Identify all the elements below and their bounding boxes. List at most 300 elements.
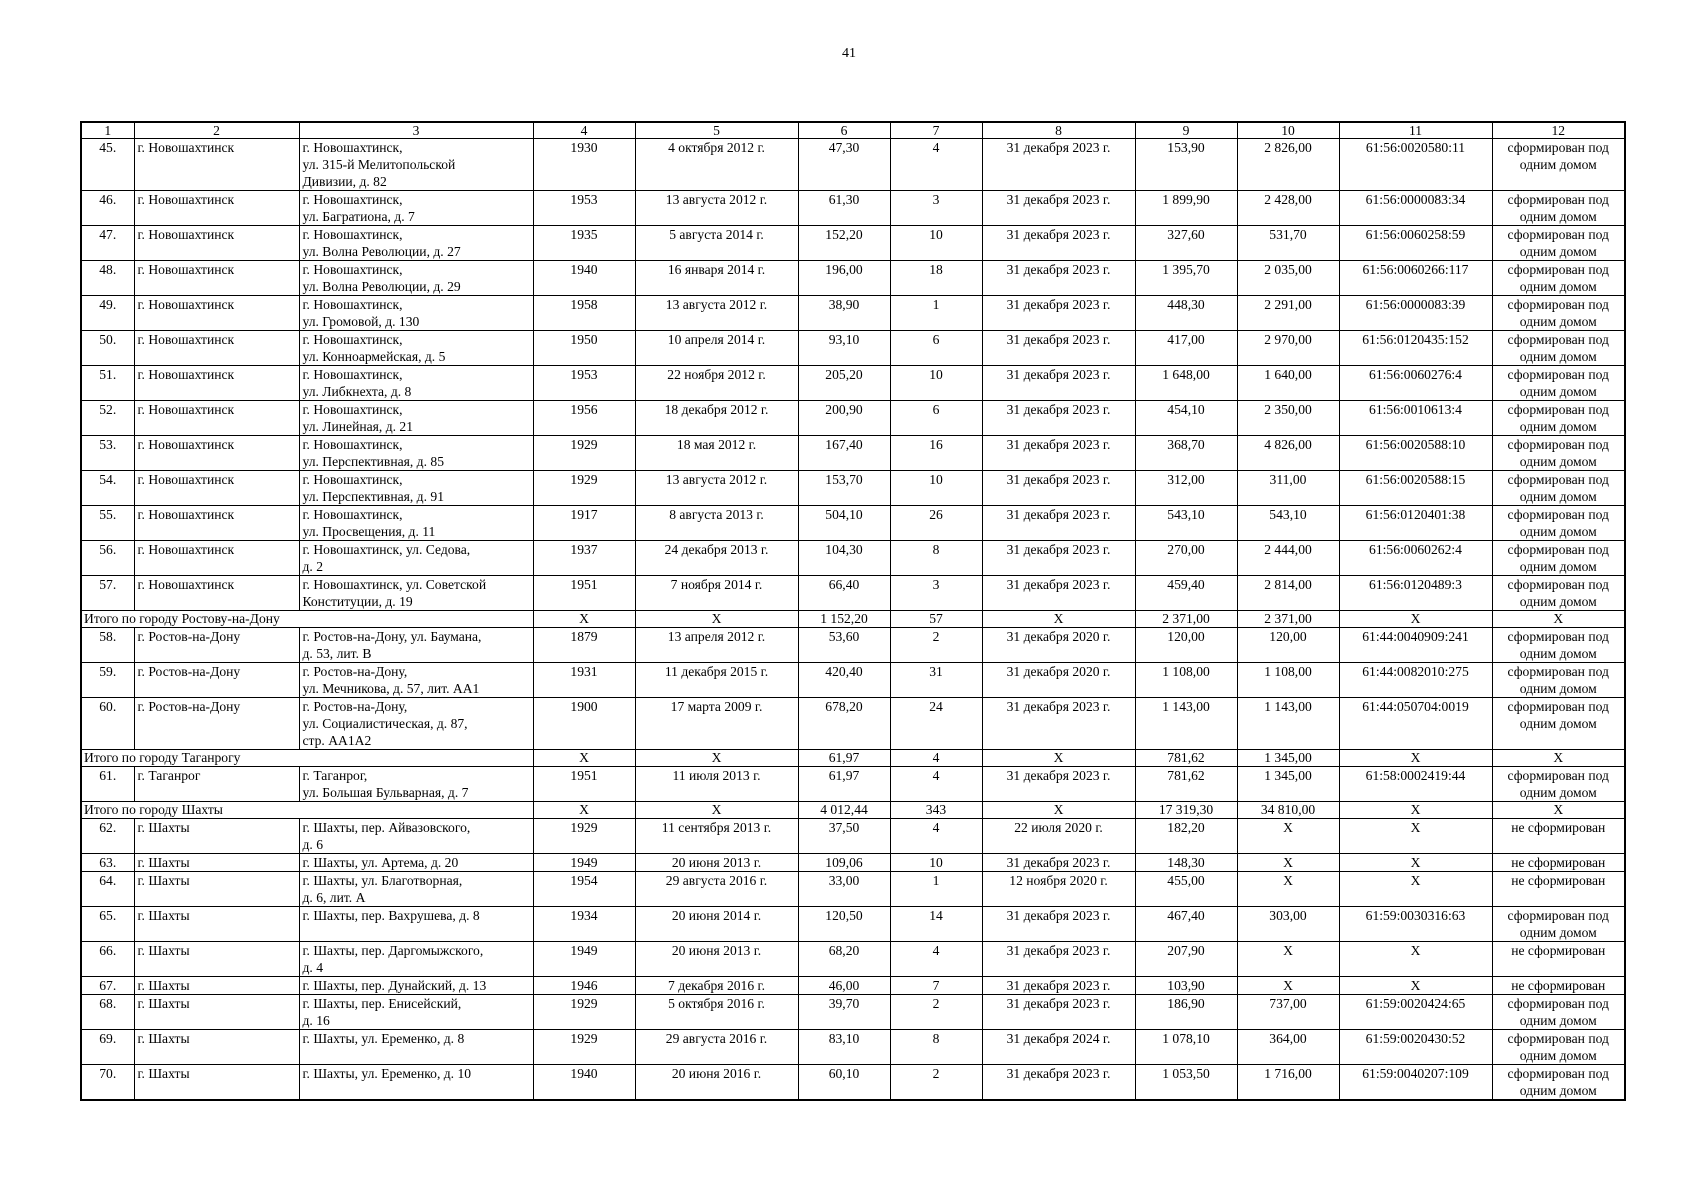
cell-text: 39,70 xyxy=(828,996,860,1011)
cell-year-built xyxy=(533,471,635,506)
table-row xyxy=(81,698,1625,750)
table-row xyxy=(81,331,1625,366)
cell-cadastral-number xyxy=(1339,698,1492,750)
cell-row-number xyxy=(81,767,134,802)
cell-residents xyxy=(890,872,982,907)
cell-resettlement-deadline xyxy=(982,854,1135,872)
cell-address xyxy=(299,471,533,506)
cell-text: не сформирован xyxy=(1511,855,1606,870)
cell-recognition-date xyxy=(635,819,798,854)
cell-recognition-date xyxy=(635,854,798,872)
cell-cadastral-number xyxy=(1339,226,1492,261)
cell-text: 31 декабря 2023 г. xyxy=(1006,542,1111,557)
cell-text: 2 814,00 xyxy=(1264,577,1312,592)
cell-residents xyxy=(890,366,982,401)
cell-city xyxy=(134,1030,299,1065)
cell-city xyxy=(134,663,299,698)
cell-text: 31 декабря 2023 г. xyxy=(1006,140,1111,155)
cell-cadastral-number xyxy=(1339,401,1492,436)
cell-text: 68. xyxy=(99,996,117,1011)
cell-text: 56. xyxy=(99,542,117,557)
subtotal-cell: X xyxy=(1492,802,1625,819)
cell-text: 737,00 xyxy=(1269,996,1307,1011)
cell-cadastral-number xyxy=(1339,471,1492,506)
cell-text: 7 ноября 2014 г. xyxy=(670,577,763,592)
cell-area xyxy=(798,191,890,226)
subtotal-label: Итого по городу Таганрогу xyxy=(81,750,533,767)
cell-text: 61:44:0040909:241 xyxy=(1362,629,1469,644)
cell-land-status xyxy=(1492,436,1625,471)
cell-land-status xyxy=(1492,872,1625,907)
cell-text: г. Новошахтинск xyxy=(137,192,235,207)
cell-text: 18 декабря 2012 г. xyxy=(664,402,769,417)
cell-land-status xyxy=(1492,907,1625,942)
cell-cadastral-number xyxy=(1339,331,1492,366)
cell-text: 120,00 xyxy=(1269,629,1307,644)
cell-year-built xyxy=(533,767,635,802)
cell-recognition-date xyxy=(635,401,798,436)
table-row xyxy=(81,1030,1625,1065)
cell-year-built xyxy=(533,331,635,366)
subtotal-cell: 61,97 xyxy=(798,750,890,767)
cell-cadastral-number xyxy=(1339,872,1492,907)
cell-text: г. Шахты xyxy=(137,978,190,993)
cell-resettlement-deadline xyxy=(982,977,1135,995)
cell-text: г. Шахты xyxy=(137,820,190,835)
cell-text: г. Шахты, ул. Благотворная, д. 6, лит. А xyxy=(302,873,463,905)
cell-text: 13 августа 2012 г. xyxy=(665,192,768,207)
cell-recognition-date xyxy=(635,226,798,261)
cell-text: 10 xyxy=(929,855,943,870)
cell-row-number xyxy=(81,576,134,611)
cell-year-built xyxy=(533,506,635,541)
cell-text: 148,30 xyxy=(1167,855,1205,870)
cell-city xyxy=(134,628,299,663)
cell-plot-area xyxy=(1135,942,1237,977)
cell-text: 31 декабря 2023 г. xyxy=(1006,577,1111,592)
cell-plot-area xyxy=(1135,541,1237,576)
cell-text: 24 декабря 2013 г. xyxy=(664,542,769,557)
cell-recognition-date xyxy=(635,698,798,750)
cell-residents xyxy=(890,331,982,366)
cell-plot-area xyxy=(1135,366,1237,401)
cell-city xyxy=(134,854,299,872)
cell-plot-area xyxy=(1135,226,1237,261)
cell-residents xyxy=(890,506,982,541)
cell-text: 7 xyxy=(932,978,940,993)
cell-plot-area xyxy=(1135,698,1237,750)
cell-text: 13 августа 2012 г. xyxy=(665,472,768,487)
cell-text: 33,00 xyxy=(828,873,860,888)
cell-recognition-date xyxy=(635,767,798,802)
table-row xyxy=(81,819,1625,854)
cell-text: 1954 xyxy=(570,873,598,888)
cell-cadastral-number xyxy=(1339,191,1492,226)
cell-text: сформирован под одним домом xyxy=(1507,699,1609,731)
cell-row-number xyxy=(81,261,134,296)
cell-residents xyxy=(890,296,982,331)
cell-residents xyxy=(890,907,982,942)
table-body xyxy=(81,122,1625,1100)
cell-area xyxy=(798,471,890,506)
cell-text: 63. xyxy=(99,855,117,870)
cell-text: г. Новошахтинск, ул. Либкнехта, д. 8 xyxy=(302,367,412,399)
cell-land-status xyxy=(1492,942,1625,977)
cell-text: сформирован под одним домом xyxy=(1507,996,1609,1028)
cell-text: г. Таганрог, ул. Большая Бульварная, д. 7 xyxy=(302,768,469,800)
cell-area xyxy=(798,541,890,576)
cell-year-built xyxy=(533,226,635,261)
cell-land-area xyxy=(1237,995,1339,1030)
cell-text: 13 августа 2012 г. xyxy=(665,297,768,312)
subtotal-cell: X xyxy=(982,611,1135,628)
cell-text: 120,50 xyxy=(825,908,863,923)
cell-text: 2 428,00 xyxy=(1264,192,1312,207)
header-cell: 9 xyxy=(1135,122,1237,139)
cell-land-area xyxy=(1237,576,1339,611)
subtotal-cell: X xyxy=(1492,611,1625,628)
cell-residents xyxy=(890,854,982,872)
cell-land-status xyxy=(1492,401,1625,436)
cell-text: г. Новошахтинск xyxy=(137,140,235,155)
cell-recognition-date xyxy=(635,139,798,191)
cell-text: г. Ростов-на-Дону, ул. Баумана, д. 53, лит. В xyxy=(302,629,482,661)
cell-text: 31 декабря 2023 г. xyxy=(1006,192,1111,207)
cell-resettlement-deadline xyxy=(982,767,1135,802)
cell-text: 8 августа 2013 г. xyxy=(669,507,764,522)
cell-text: X xyxy=(1283,943,1293,958)
cell-land-area xyxy=(1237,541,1339,576)
cell-recognition-date xyxy=(635,1065,798,1101)
cell-recognition-date xyxy=(635,576,798,611)
cell-land-status xyxy=(1492,576,1625,611)
cell-address xyxy=(299,663,533,698)
table-row xyxy=(81,663,1625,698)
cell-text: 455,00 xyxy=(1167,873,1205,888)
cell-address xyxy=(299,139,533,191)
cell-residents xyxy=(890,767,982,802)
cell-recognition-date xyxy=(635,977,798,995)
cell-row-number xyxy=(81,436,134,471)
cell-text: 61:56:0000083:39 xyxy=(1365,297,1466,312)
cell-address xyxy=(299,436,533,471)
cell-text: 52. xyxy=(99,402,117,417)
cell-text: 66. xyxy=(99,943,117,958)
cell-area xyxy=(798,401,890,436)
cell-residents xyxy=(890,819,982,854)
cell-text: г. Шахты, ул. Еременко, д. 8 xyxy=(302,1031,465,1046)
cell-plot-area xyxy=(1135,261,1237,296)
cell-text: 61:58:0002419:44 xyxy=(1365,768,1466,783)
cell-year-built xyxy=(533,1030,635,1065)
cell-text: 31 декабря 2023 г. xyxy=(1006,768,1111,783)
cell-text: 5 октября 2016 г. xyxy=(668,996,765,1011)
cell-address xyxy=(299,576,533,611)
cell-year-built xyxy=(533,872,635,907)
table-row xyxy=(81,261,1625,296)
cell-plot-area xyxy=(1135,139,1237,191)
cell-text: 10 xyxy=(929,227,943,242)
table-row xyxy=(81,471,1625,506)
cell-year-built xyxy=(533,436,635,471)
cell-text: г. Новошахтинск, ул. Линейная, д. 21 xyxy=(302,402,414,434)
cell-residents xyxy=(890,436,982,471)
cell-text: г. Шахты xyxy=(137,908,190,923)
cell-text: 61:56:0120401:38 xyxy=(1365,507,1466,522)
cell-recognition-date xyxy=(635,1030,798,1065)
cell-land-status xyxy=(1492,977,1625,995)
cell-residents xyxy=(890,995,982,1030)
table-row xyxy=(81,506,1625,541)
cell-land-status xyxy=(1492,819,1625,854)
cell-recognition-date xyxy=(635,942,798,977)
cell-text: 66,40 xyxy=(828,577,860,592)
cell-text: 31 декабря 2023 г. xyxy=(1006,402,1111,417)
cell-text: 4 xyxy=(932,943,940,958)
cell-text: 531,70 xyxy=(1269,227,1307,242)
cell-text: 61:59:0020424:65 xyxy=(1365,996,1466,1011)
cell-text: 50. xyxy=(99,332,117,347)
cell-row-number xyxy=(81,1030,134,1065)
cell-text: X xyxy=(1283,820,1293,835)
cell-row-number xyxy=(81,698,134,750)
cell-text: 31 декабря 2020 г. xyxy=(1006,629,1111,644)
cell-text: 1951 xyxy=(570,768,598,783)
cell-text: 68,20 xyxy=(828,943,860,958)
cell-text: 312,00 xyxy=(1167,472,1205,487)
cell-text: 1 078,10 xyxy=(1162,1031,1210,1046)
cell-area xyxy=(798,995,890,1030)
cell-text: 61,30 xyxy=(828,192,860,207)
cell-text: г. Ростов-на-Дону, ул. Мечникова, д. 57, лит. АА1 xyxy=(302,664,480,696)
cell-text: 61:56:0000083:34 xyxy=(1365,192,1466,207)
cell-city xyxy=(134,872,299,907)
subtotal-cell: X xyxy=(635,802,798,819)
cell-cadastral-number xyxy=(1339,995,1492,1030)
cell-text: 1900 xyxy=(570,699,598,714)
subtotal-cell: 57 xyxy=(890,611,982,628)
cell-text: 1953 xyxy=(570,192,598,207)
cell-text: 678,20 xyxy=(825,699,863,714)
cell-text: 31 декабря 2020 г. xyxy=(1006,664,1111,679)
cell-text: 1 640,00 xyxy=(1264,367,1312,382)
table-row xyxy=(81,541,1625,576)
cell-recognition-date xyxy=(635,366,798,401)
cell-city xyxy=(134,226,299,261)
cell-text: г. Шахты xyxy=(137,1066,190,1081)
cell-text: 22 июля 2020 г. xyxy=(1014,820,1103,835)
cell-city xyxy=(134,767,299,802)
header-cell: 12 xyxy=(1492,122,1625,139)
cell-text: 46,00 xyxy=(828,978,860,993)
cell-text: 1949 xyxy=(570,943,598,958)
cell-city xyxy=(134,296,299,331)
cell-text: сформирован под одним домом xyxy=(1507,472,1609,504)
cell-row-number xyxy=(81,854,134,872)
cell-residents xyxy=(890,942,982,977)
cell-text: 11 июля 2013 г. xyxy=(672,768,761,783)
cell-year-built xyxy=(533,663,635,698)
cell-text: 1917 xyxy=(570,507,598,522)
cell-text: 120,00 xyxy=(1167,629,1205,644)
cell-text: г. Шахты, ул. Еременко, д. 10 xyxy=(302,1066,472,1081)
cell-resettlement-deadline xyxy=(982,942,1135,977)
cell-row-number xyxy=(81,977,134,995)
cell-text: 2 350,00 xyxy=(1264,402,1312,417)
cell-text: 29 августа 2016 г. xyxy=(665,1031,768,1046)
cell-land-area xyxy=(1237,331,1339,366)
cell-text: 196,00 xyxy=(825,262,863,277)
cell-text: 1930 xyxy=(570,140,598,155)
cell-area xyxy=(798,296,890,331)
cell-residents xyxy=(890,1065,982,1101)
cell-area xyxy=(798,506,890,541)
cell-text: 2 xyxy=(932,1066,940,1081)
cell-text: 10 апреля 2014 г. xyxy=(667,332,766,347)
cell-city xyxy=(134,907,299,942)
cell-text: 31 декабря 2023 г. xyxy=(1006,367,1111,382)
cell-text: 1 648,00 xyxy=(1162,367,1210,382)
cell-land-status xyxy=(1492,698,1625,750)
cell-text: 93,10 xyxy=(828,332,860,347)
cell-city xyxy=(134,995,299,1030)
cell-text: 543,10 xyxy=(1269,507,1307,522)
cell-land-status xyxy=(1492,226,1625,261)
cell-address xyxy=(299,628,533,663)
cell-row-number xyxy=(81,995,134,1030)
cell-area xyxy=(798,139,890,191)
cell-text: 31 декабря 2023 г. xyxy=(1006,507,1111,522)
cell-cadastral-number xyxy=(1339,261,1492,296)
cell-cadastral-number xyxy=(1339,139,1492,191)
cell-row-number xyxy=(81,331,134,366)
cell-text: 20 июня 2014 г. xyxy=(671,908,762,923)
cell-recognition-date xyxy=(635,872,798,907)
cell-text: 61:56:0060258:59 xyxy=(1365,227,1466,242)
cell-year-built xyxy=(533,541,635,576)
cell-city xyxy=(134,942,299,977)
cell-plot-area xyxy=(1135,506,1237,541)
subtotal-label: Итого по городу Шахты xyxy=(81,802,533,819)
cell-city xyxy=(134,576,299,611)
cell-city xyxy=(134,1065,299,1101)
cell-text: г. Ростов-на-Дону, ул. Социалистическая, д. 87, стр. АА1А2 xyxy=(302,699,468,748)
cell-resettlement-deadline xyxy=(982,436,1135,471)
cell-address xyxy=(299,1030,533,1065)
cell-text: 1 xyxy=(932,297,940,312)
cell-text: сформирован под одним домом xyxy=(1507,629,1609,661)
cell-year-built xyxy=(533,698,635,750)
cell-residents xyxy=(890,977,982,995)
cell-text: 8 xyxy=(932,1031,940,1046)
cell-cadastral-number xyxy=(1339,977,1492,995)
cell-recognition-date xyxy=(635,436,798,471)
cell-text: 48. xyxy=(99,262,117,277)
table-row xyxy=(81,942,1625,977)
cell-area xyxy=(798,698,890,750)
cell-plot-area xyxy=(1135,401,1237,436)
header-cell: 4 xyxy=(533,122,635,139)
cell-text: г. Шахты, пер. Даргомыжского, д. 4 xyxy=(302,943,484,975)
cell-text: 448,30 xyxy=(1167,297,1205,312)
cell-land-area xyxy=(1237,1065,1339,1101)
cell-cadastral-number xyxy=(1339,366,1492,401)
header-row xyxy=(81,122,1625,139)
cell-resettlement-deadline xyxy=(982,506,1135,541)
cell-text: 5 августа 2014 г. xyxy=(669,227,764,242)
cell-area xyxy=(798,366,890,401)
cell-resettlement-deadline xyxy=(982,663,1135,698)
cell-plot-area xyxy=(1135,1030,1237,1065)
cell-text: г. Новошахтинск, ул. Громовой, д. 130 xyxy=(302,297,420,329)
cell-text: 2 826,00 xyxy=(1264,140,1312,155)
cell-text: 24 xyxy=(929,699,943,714)
cell-text: 57. xyxy=(99,577,117,592)
header-cell: 10 xyxy=(1237,122,1339,139)
cell-text: 61. xyxy=(99,768,117,783)
cell-text: 31 декабря 2023 г. xyxy=(1006,908,1111,923)
cell-text: 4 xyxy=(932,140,940,155)
cell-text: не сформирован xyxy=(1511,943,1606,958)
cell-land-area xyxy=(1237,296,1339,331)
cell-text: сформирован под одним домом xyxy=(1507,332,1609,364)
subtotal-cell: X xyxy=(533,611,635,628)
cell-area xyxy=(798,261,890,296)
cell-text: сформирован под одним домом xyxy=(1507,437,1609,469)
cell-text: 31 декабря 2023 г. xyxy=(1006,332,1111,347)
cell-city xyxy=(134,506,299,541)
cell-text: 61,97 xyxy=(828,768,860,783)
cell-text: 22 ноября 2012 г. xyxy=(667,367,766,382)
cell-text: г. Ростов-на-Дону xyxy=(137,664,241,679)
cell-text: 364,00 xyxy=(1269,1031,1307,1046)
subtotal-cell: 1 345,00 xyxy=(1237,750,1339,767)
cell-text: 1 143,00 xyxy=(1264,699,1312,714)
cell-year-built xyxy=(533,819,635,854)
cell-text: 303,00 xyxy=(1269,908,1307,923)
cell-text: 543,10 xyxy=(1167,507,1205,522)
cell-text: 31 декабря 2023 г. xyxy=(1006,1066,1111,1081)
cell-text: г. Новошахтинск xyxy=(137,367,235,382)
cell-text: 4 xyxy=(932,768,940,783)
cell-text: г. Новошахтинск, ул. 315-й Мелитопольской Дивизии, д. 82 xyxy=(302,140,456,189)
cell-land-area xyxy=(1237,471,1339,506)
cell-text: 14 xyxy=(929,908,943,923)
cell-text: 7 декабря 2016 г. xyxy=(668,978,765,993)
cell-residents xyxy=(890,261,982,296)
cell-text: 61:59:0020430:52 xyxy=(1365,1031,1466,1046)
subtotal-cell: X xyxy=(1492,750,1625,767)
cell-resettlement-deadline xyxy=(982,471,1135,506)
cell-address xyxy=(299,226,533,261)
cell-row-number xyxy=(81,628,134,663)
cell-land-status xyxy=(1492,506,1625,541)
cell-address xyxy=(299,366,533,401)
cell-text: 31 декабря 2023 г. xyxy=(1006,437,1111,452)
cell-cadastral-number xyxy=(1339,663,1492,698)
cell-land-status xyxy=(1492,366,1625,401)
cell-address xyxy=(299,767,533,802)
cell-text: г. Новошахтинск xyxy=(137,577,235,592)
cell-text: 6 xyxy=(932,402,940,417)
cell-text: 1 053,50 xyxy=(1162,1066,1210,1081)
cell-row-number xyxy=(81,296,134,331)
cell-recognition-date xyxy=(635,296,798,331)
cell-text: 17 марта 2009 г. xyxy=(670,699,763,714)
cell-text: сформирован под одним домом xyxy=(1507,542,1609,574)
cell-year-built xyxy=(533,296,635,331)
cell-text: 55. xyxy=(99,507,117,522)
